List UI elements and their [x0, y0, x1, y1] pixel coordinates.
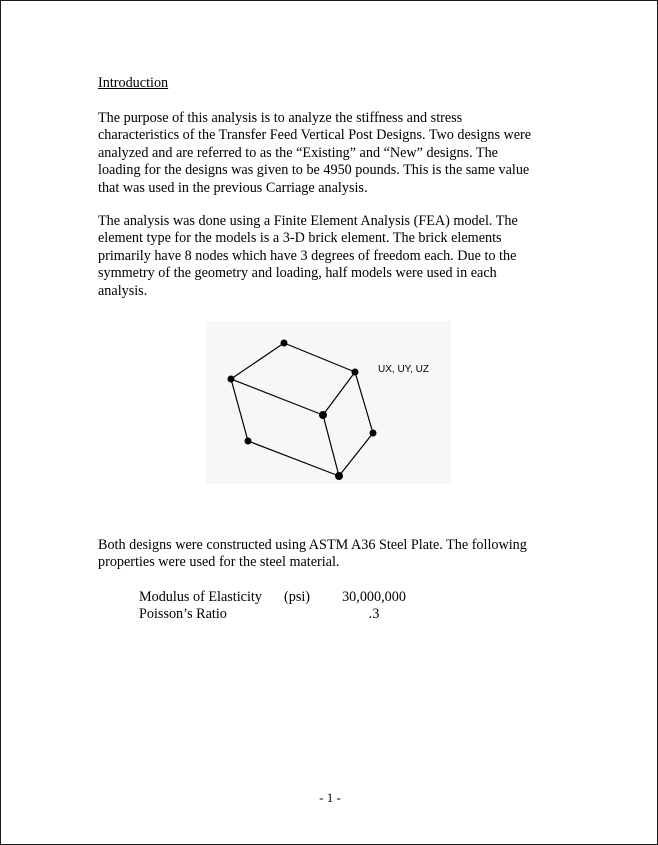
paragraph-line: properties were used for the steel material.: [98, 554, 340, 571]
fea-paragraph: [98, 213, 568, 300]
paragraph-line: loading for the designs was given to be 4950 pounds. This is the same value: [98, 162, 530, 179]
paragraph-line: The purpose of this analysis is to analyze the stiffness and stress: [98, 110, 463, 126]
brick-edge: [323, 372, 355, 415]
brick-edge: [231, 379, 323, 415]
node-dot: [245, 438, 252, 445]
paragraph-line: analysis.: [98, 282, 148, 299]
node-dot: [319, 411, 327, 419]
paragraph-line: The analysis was done using a Finite Element Analysis (FEA) model. The: [98, 213, 518, 229]
dof-label: UX, UY, UZ: [378, 364, 429, 375]
brick-edge: [339, 433, 373, 476]
brick-element-figure: [206, 321, 451, 484]
property-label: Poisson’s Ratio: [139, 606, 227, 623]
property-value: .3: [368, 606, 380, 623]
paragraph-line: symmetry of the geometry and loading, half models were used in each: [98, 265, 497, 282]
brick-edge: [248, 441, 339, 476]
node-dot: [281, 340, 288, 347]
brick-edge: [323, 415, 339, 476]
paragraph-line: element type for the models is a 3-D brick element. The brick elements: [98, 230, 502, 247]
paragraph-line: Both designs were constructed using ASTM A36 Steel Plate. The following: [98, 537, 527, 553]
page-number: - 1 -: [319, 790, 341, 805]
paragraph-line: analyzed and are referred to as the “Existing” and “New” designs. The: [98, 144, 498, 161]
node-dot: [370, 430, 377, 437]
brick-element-diagram: [206, 321, 451, 484]
brick-edge: [231, 379, 248, 441]
section-heading: Introduction: [98, 75, 169, 91]
paragraph-line: characteristics of the Transfer Feed Vertical Post Designs. Two designs were: [98, 127, 532, 144]
material-paragraph: [98, 537, 568, 572]
paragraph-line: primarily have 8 nodes which have 3 degrees of freedom each. Due to the: [98, 247, 517, 264]
property-unit: (psi): [284, 589, 311, 605]
brick-edges: [231, 343, 373, 476]
brick-nodes: [228, 340, 377, 481]
intro-paragraph: [98, 110, 568, 197]
property-label: Modulus of Elasticity: [139, 589, 262, 605]
brick-edge: [355, 372, 373, 433]
property-value: 30,000,000: [342, 589, 406, 605]
node-dot: [335, 472, 343, 480]
node-dot: [352, 369, 359, 376]
node-dot: [228, 376, 235, 383]
brick-edge: [284, 343, 355, 372]
brick-edge: [231, 343, 284, 379]
paragraph-line: that was used in the previous Carriage analysis.: [98, 179, 368, 196]
